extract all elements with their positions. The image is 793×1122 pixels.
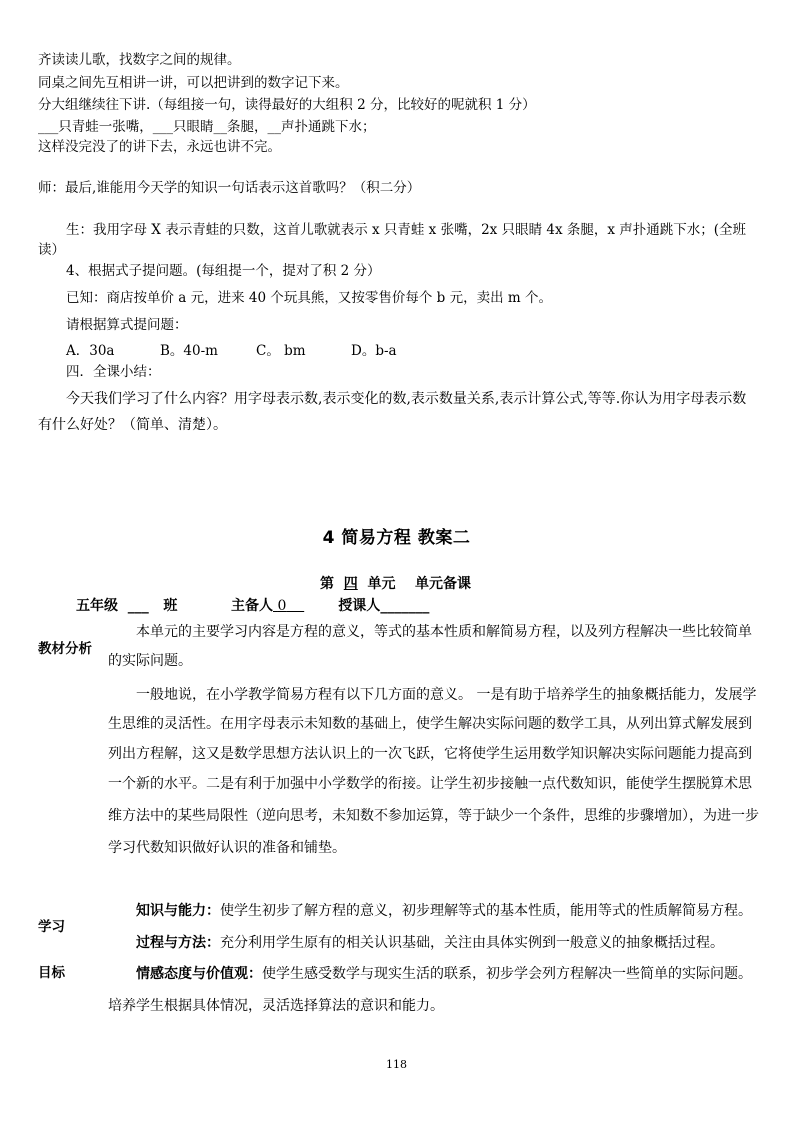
page-number: 118 (386, 1058, 407, 1071)
student-answer-line-2: 读） (38, 242, 65, 258)
lesson-plan-title: 4 简易方程 教案二 (322, 528, 471, 548)
unit-number: 四 (343, 576, 358, 592)
goal-knowledge (136, 901, 752, 921)
lesson-line-2: 同桌之间先互相讲一讲，可以把讲到的数字记下来。 (38, 75, 349, 91)
analysis-p2-line-2: 生思维的灵活性。在用字母表示未知数的基础上，使学生解决实际问题的数学工具，从列出算式解发展到 (108, 716, 752, 732)
preparer-value: 0 (277, 598, 287, 614)
lesson-line-1: 齐读读儿歌，找数字之间的规律。 (38, 52, 241, 68)
grade-label: 五年级 (76, 598, 118, 614)
summary-line-1: 今天我们学习了什么内容？用字母表示数,表示变化的数,表示数量关系,表示计算公式,等等.你认为用字母表示数 (66, 391, 747, 407)
analysis-p2-line-6: 学习代数知识做好认识的准备和铺垫。 (108, 840, 346, 856)
unit-prefix: 第 (320, 576, 334, 592)
student-answer-line-1: 生：我用字母 X 表示青蛙的只数，这首儿歌就表示 x 只青蛙 x 张嘴，2x 只眼睛 4x 条腿，x 声扑通跳下水；(全班 (66, 222, 747, 238)
known-condition: 已知：商店按单价 a 元，进来 40 个玩具熊，又按零售价每个 b 元，卖出 m 个。 (66, 290, 552, 306)
lesson-line-4: ___只青蛙一张嘴，___只眼睛__条腿，__声扑通跳下水； (38, 119, 376, 135)
analysis-p1-line-2: 的实际问题。 (108, 653, 192, 669)
goal-process (136, 933, 724, 953)
goal-emotion-label: 情感态度与价值观： (136, 966, 262, 982)
lesson-line-5: 这样没完没了的讲下去，永远也讲不完。 (38, 139, 281, 155)
analysis-p2-line-4: 一个新的水平。二是有利于加强中小学数学的衔接。让学生初步接触一点代数知识，能使学生摆脱算术思 (108, 776, 752, 792)
analysis-p2-line-5: 维方法中的某些局限性（逆向思考，未知数不参加运算，等于缺少一个条件，思维的步骤增加），为进一步 (108, 808, 759, 824)
teacher-question: 师：最后,谁能用今天学的知识一句话表示这首歌吗？（积二分） (38, 180, 421, 196)
goals-label-bottom: 目标 (38, 965, 65, 981)
option-d: D。b-a (351, 343, 397, 359)
unit-suffix: 单元 单元备课 (367, 576, 471, 592)
analysis-p2-line-3: 列出方程解，这又是数学思想方法认识上的一次飞跃，它将使学生运用数学知识解决实际问题能力提高到 (108, 746, 752, 762)
option-c: C。 bm (256, 343, 306, 359)
grade-blank: ___ (127, 598, 149, 614)
goal-knowledge-text: 使学生初步了解方程的意义，初步理解等式的基本性质，能用等式的性质解简易方程。 (220, 903, 752, 919)
class-label: 班 (163, 598, 178, 614)
goal-knowledge-label: 知识与能力： (136, 903, 220, 919)
summary-line-2: 有什么好处？（简单、清楚）。 (38, 417, 227, 433)
summary-heading: 四．全课小结： (66, 364, 161, 380)
teacher-label: 授课人 (338, 598, 381, 614)
goals-label-top: 学习 (38, 919, 65, 935)
analysis-p1-line-1: 本单元的主要学习内容是方程的意义，等式的基本性质和解简易方程，以及列方程解决一些比较简单 (136, 624, 752, 640)
analysis-p2-line-1: 一般地说，在小学教学简易方程有以下几方面的意义。 一是有助于培养学生的抽象概括能力，发展学 (136, 687, 757, 703)
question-prompt: 请根据算式提问题： (66, 317, 188, 333)
goal-process-label: 过程与方法： (136, 935, 220, 951)
goal-process-text: 充分利用学生原有的相关认识基础，关注由具体实例到一般意义的抽象概括过程。 (220, 935, 724, 951)
analysis-label: 教材分析 (38, 641, 92, 657)
goal-emotion-text: 使学生感受数学与现实生活的联系，初步学会列方程解决一些简单的实际问题。 (262, 966, 752, 982)
option-a: A．30a (66, 343, 115, 359)
unit-header (320, 573, 471, 593)
grade-info-row (76, 595, 429, 615)
goal-emotion (136, 964, 752, 984)
option-b: B。40-m (160, 343, 218, 359)
goal-emotion-continued: 培养学生根据具体情况，灵活选择算法的意识和能力。 (108, 998, 444, 1014)
step-4-heading: 4、根据式子提问题。(每组提一个，提对了积 2 分） (66, 263, 381, 279)
preparer-label: 主备人 (231, 598, 273, 614)
teacher-blank: _______ (380, 598, 430, 614)
lesson-line-3: 分大组继续往下讲.（每组接一句，读得最好的大组积 2 分，比较好的呢就积 1 分） (38, 97, 536, 113)
